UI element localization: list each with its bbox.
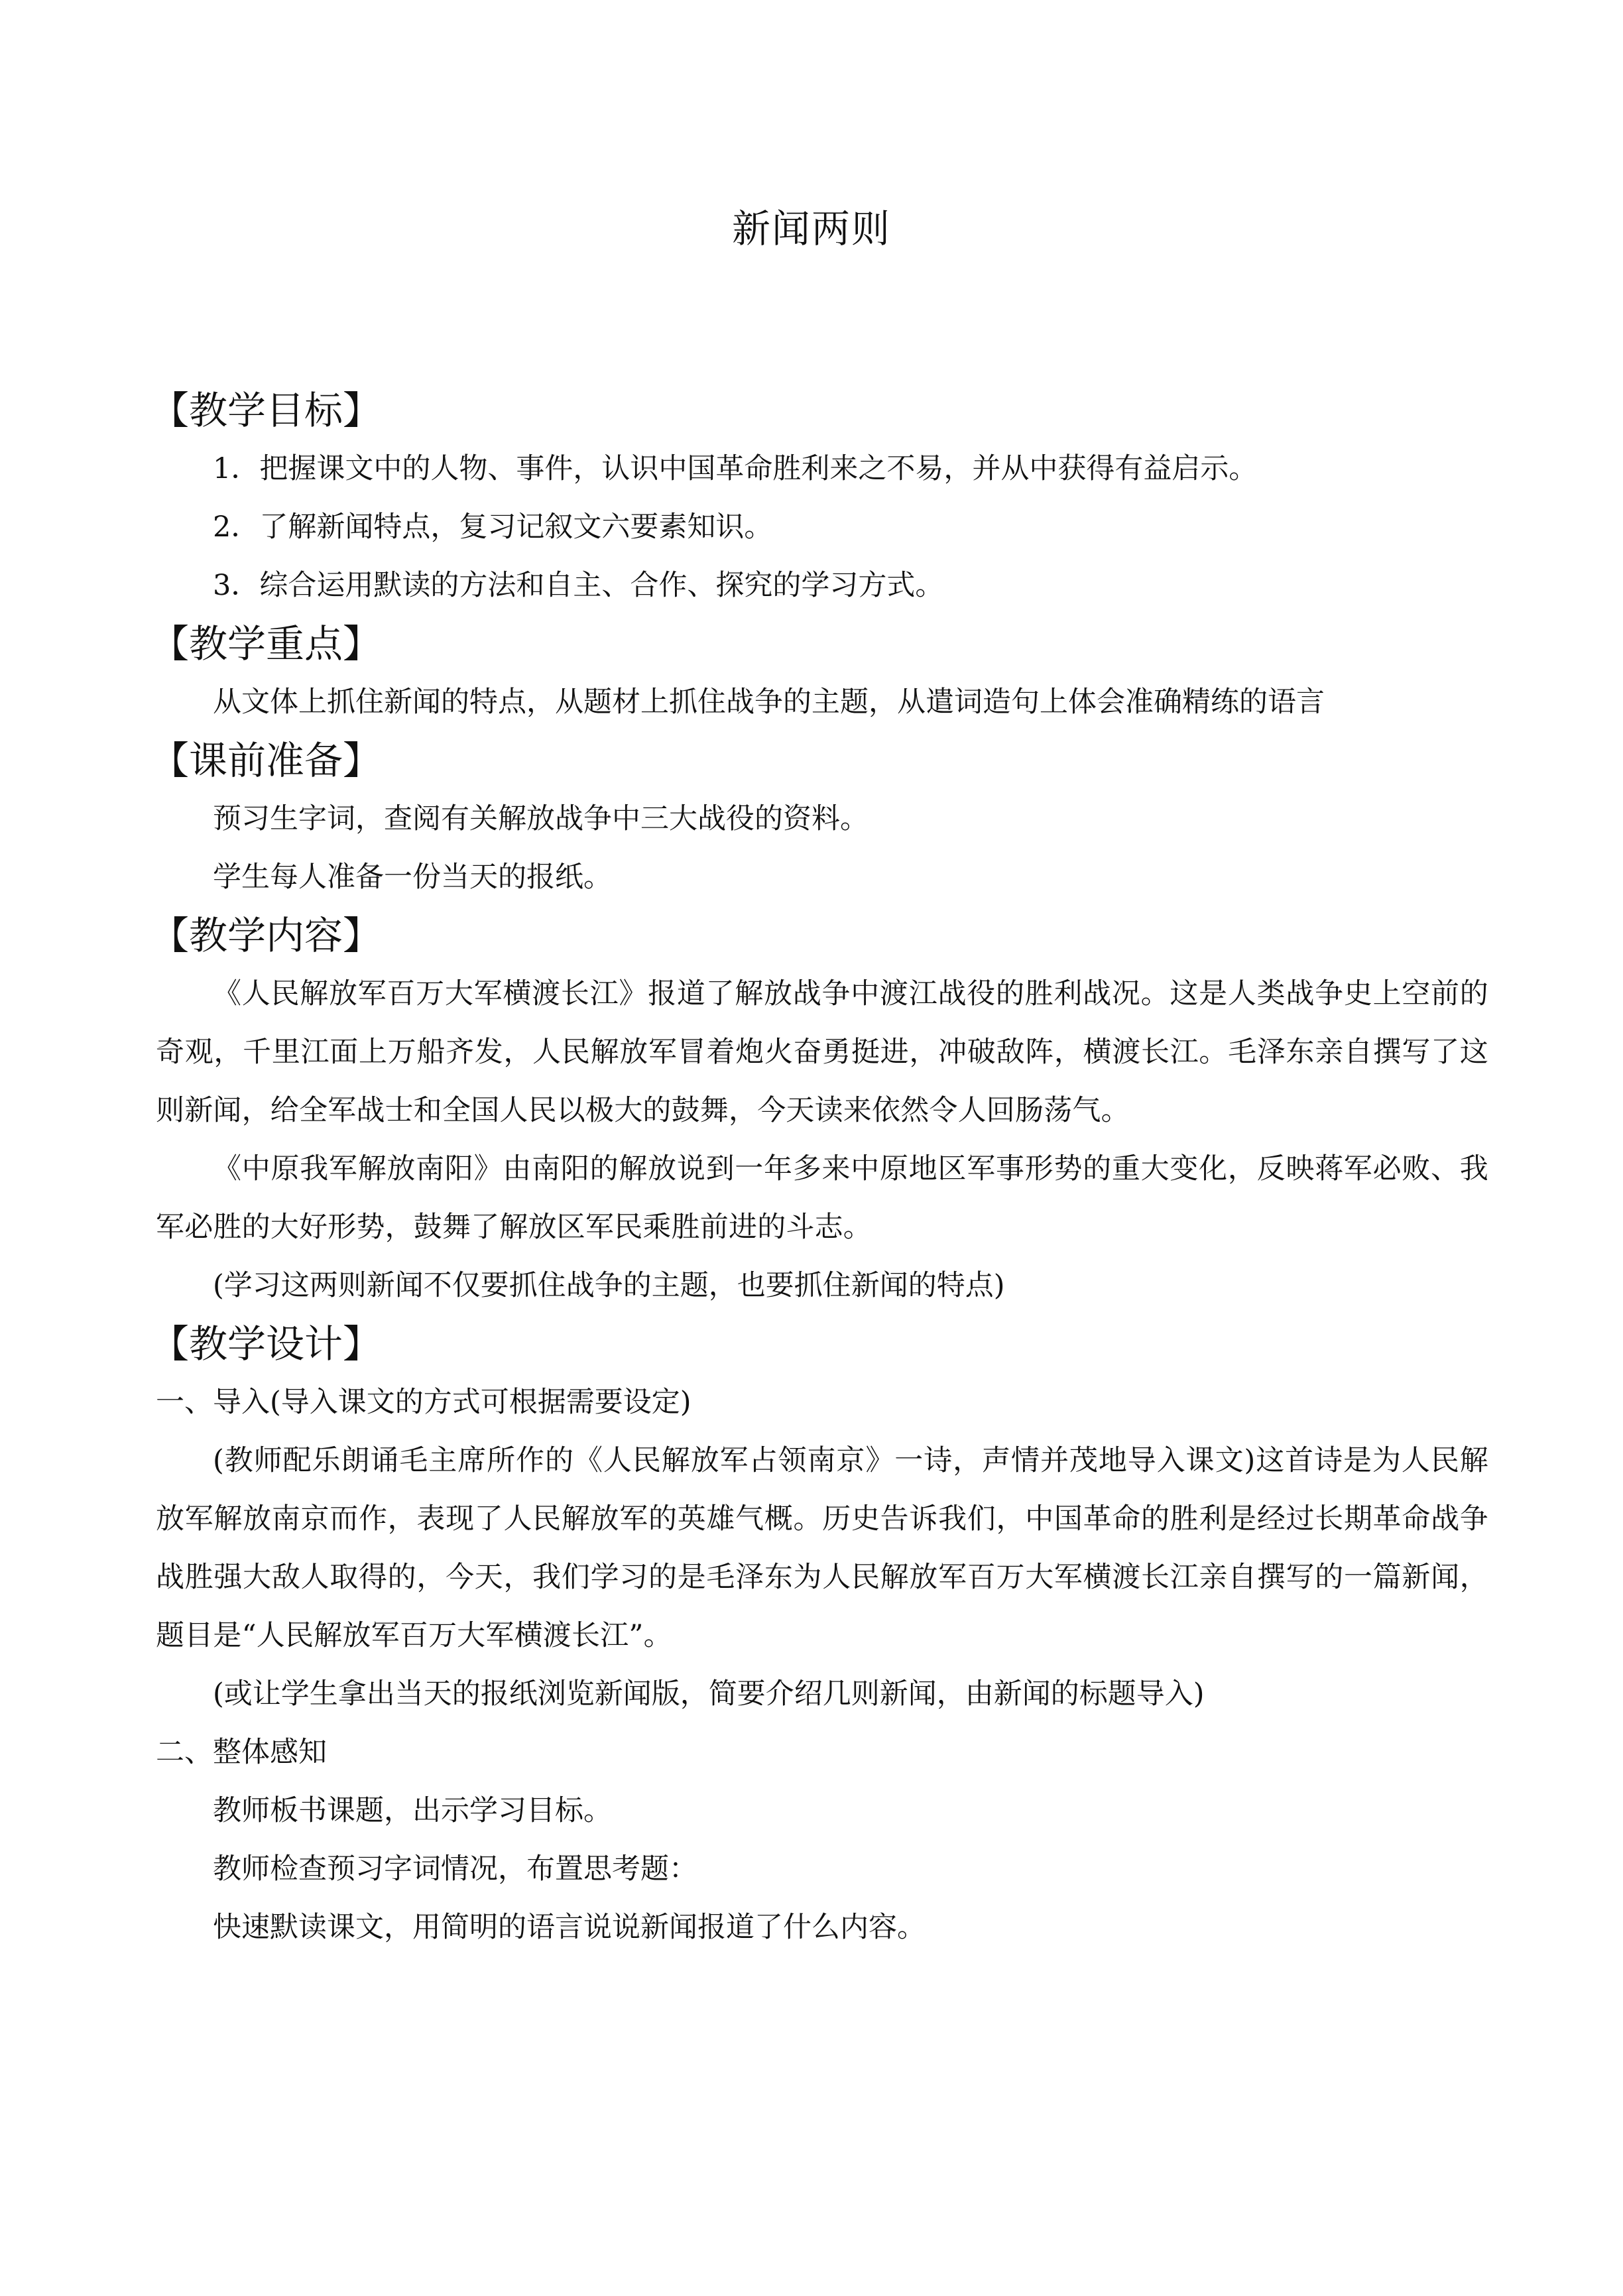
content-paragraph: 《中原我军解放南阳》由南阳的解放说到一年多来中原地区军事形势的重大变化，反映蒋军必败、我军必胜的大好形势，鼓舞了解放区军民乘胜前进的斗志。 [156,1152,1488,1244]
document-title: 新闻两则 [731,206,891,251]
content-paragraph: 《人民解放军百万大军横渡长江》报道了解放战争中渡江战役的胜利战况。这是人类战争史上空前的奇观，千里江面上万船齐发，人民解放军冒着炮火奋勇挺进，冲破敌阵，横渡长江。毛泽东亲自撰写了这则新闻，给全军战士和全国人民以极大的鼓舞，今天读来依然令人回肠荡气。 [156,977,1488,1127]
content-note: (学习这两则新闻不仅要抓住战争的主题，也要抓住新闻的特点) [213,1269,1005,1302]
design-part1-paragraph: (或让学生拿出当天的报纸浏览新闻版，简要介绍几则新闻，由新闻的标题导入) [213,1677,1205,1711]
design-part2-paragraph: 教师检查预习字词情况，布置思考题： [213,1852,697,1886]
section-heading-objectives: 【教学目标】 [150,388,382,433]
design-part2-paragraph: 快速默读课文，用简明的语言说说新闻报道了什么内容。 [213,1911,926,1944]
design-part1-heading: 一、导入(导入课文的方式可根据需要设定) [156,1386,691,1419]
document-body [150,381,1488,1957]
design-part1-paragraph: (教师配乐朗诵毛主席所作的《人民解放军占领南京》一诗，声情并茂地导入课文)这首诗是为人民解放军解放南京而作，表现了人民解放军的英雄气概。历史告诉我们，中国革命的胜利是经过长期革命战争战胜强大敌人取得的，今天，我们学习的是毛泽东为人民解放军百万大军横渡长江亲自撰写的一篇新闻，题目是“人民解放军百万大军横渡长江”。 [156,1444,1488,1652]
section-heading-preparation: 【课前准备】 [150,738,382,783]
section-heading-content: 【教学内容】 [150,913,382,958]
design-part2-paragraph: 教师板书课题，出示学习目标。 [213,1794,612,1827]
preparation-item: 学生每人准备一份当天的报纸。 [213,861,612,894]
section-heading-design: 【教学设计】 [150,1321,382,1366]
preparation-item: 预习生字词，查阅有关解放战争中三大战役的资料。 [213,802,869,835]
design-part2-heading: 二、整体感知 [156,1736,327,1769]
objective-item: 2．了解新闻特点，复习记叙文六要素知识。 [213,511,773,544]
section-heading-key-points: 【教学重点】 [150,621,382,666]
key-points-text: 从文体上抓住新闻的特点，从题材上抓住战争的主题，从遣词造句上体会准确精练的语言 [213,686,1325,719]
objective-item: 1．把握课文中的人物、事件，认识中国革命胜利来之不易，并从中获得有益启示。 [213,452,1258,485]
objective-item: 3．综合运用默读的方法和自主、合作、探究的学习方式。 [213,569,944,602]
